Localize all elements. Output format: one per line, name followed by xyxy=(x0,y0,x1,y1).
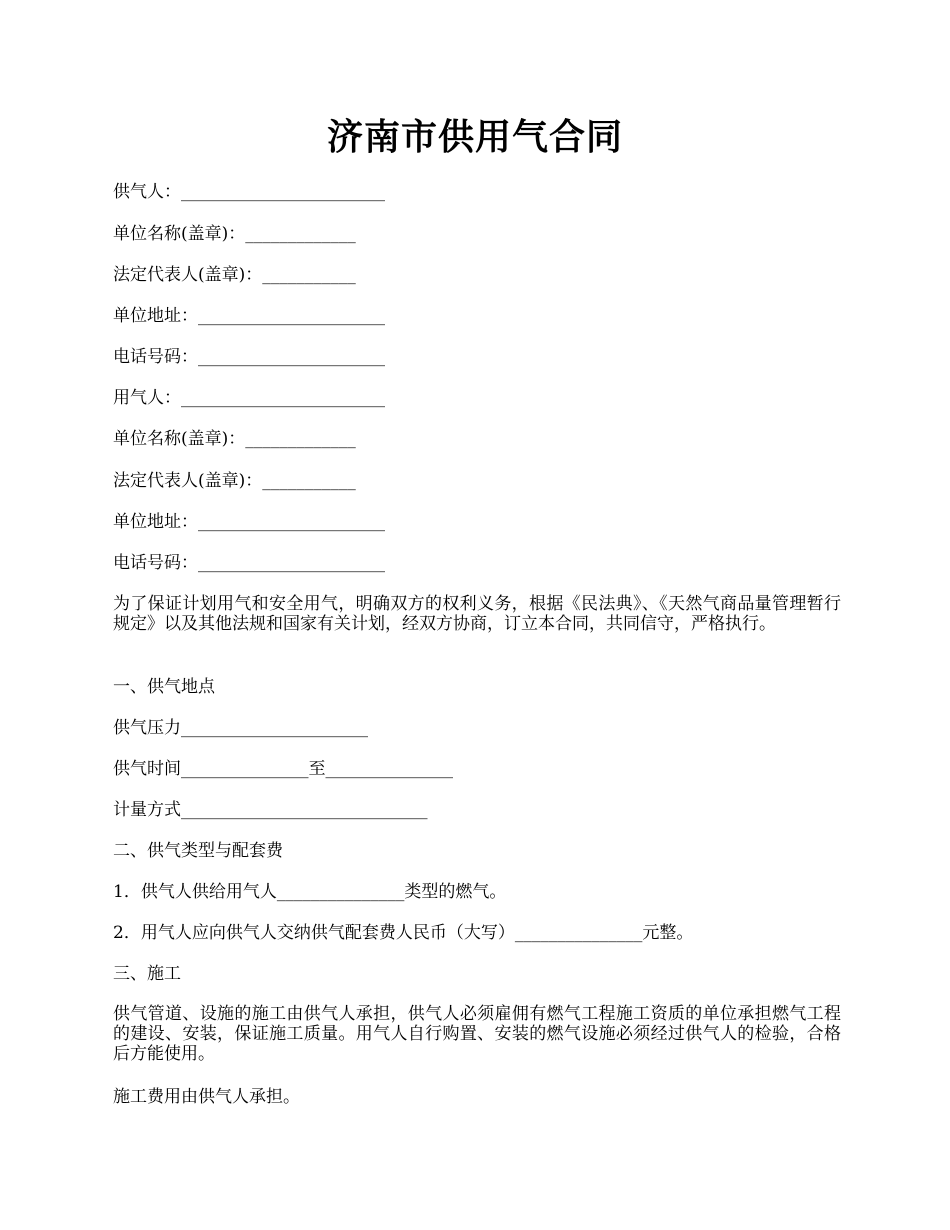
document-title: 济南市供用气合同 xyxy=(326,116,623,158)
user-unit-name-line: 单位名称(盖章)：_____________ xyxy=(113,429,356,449)
construction-cost-line: 施工费用由供气人承担。 xyxy=(113,1087,300,1107)
supplier-phone-line: 电话号码：______________________ xyxy=(113,347,385,367)
supplier-unit-name-line: 单位名称(盖章)：_____________ xyxy=(113,224,356,244)
section-2-item-2: 2．用气人应向供气人交纳供气配套费人民币（大写）_______________元整。 xyxy=(113,923,694,943)
supplier-address-line: 单位地址：______________________ xyxy=(113,306,385,326)
supplier-legal-rep-line: 法定代表人(盖章)：___________ xyxy=(113,265,356,285)
supply-time-line: 供气时间_______________至_______________ xyxy=(113,759,453,779)
user-party-line: 用气人：________________________ xyxy=(113,388,385,408)
section-2-item-1: 1．供气人供给用气人_______________类型的燃气。 xyxy=(113,882,507,902)
user-address-line: 单位地址：______________________ xyxy=(113,512,385,532)
section-2-heading: 二、供气类型与配套费 xyxy=(113,841,283,861)
user-phone-line: 电话号码：______________________ xyxy=(113,553,385,573)
section-3-heading: 三、施工 xyxy=(113,964,181,984)
supply-pressure-line: 供气压力______________________ xyxy=(113,718,368,738)
section-1-heading: 一、供气地点 xyxy=(113,677,215,697)
preamble-paragraph: 为了保证计划用气和安全用气，明确双方的权利义务，根据《民法典》、《天然气商品量管理暂行规定》以及其他法规和国家有关计划，经双方协商，订立本合同，共同信守，严格执行。 xyxy=(113,594,841,634)
metering-method-line: 计量方式_____________________________ xyxy=(113,800,428,820)
user-legal-rep-line: 法定代表人(盖章)：___________ xyxy=(113,471,356,491)
construction-paragraph: 供气管道、设施的施工由供气人承担，供气人必须雇佣有燃气工程施工资质的单位承担燃气工程的建设、安装，保证施工质量。用气人自行购置、安装的燃气设施必须经过供气人的检验，合格后方能使用。 xyxy=(113,1004,841,1064)
supplier-party-line: 供气人：________________________ xyxy=(113,182,385,202)
